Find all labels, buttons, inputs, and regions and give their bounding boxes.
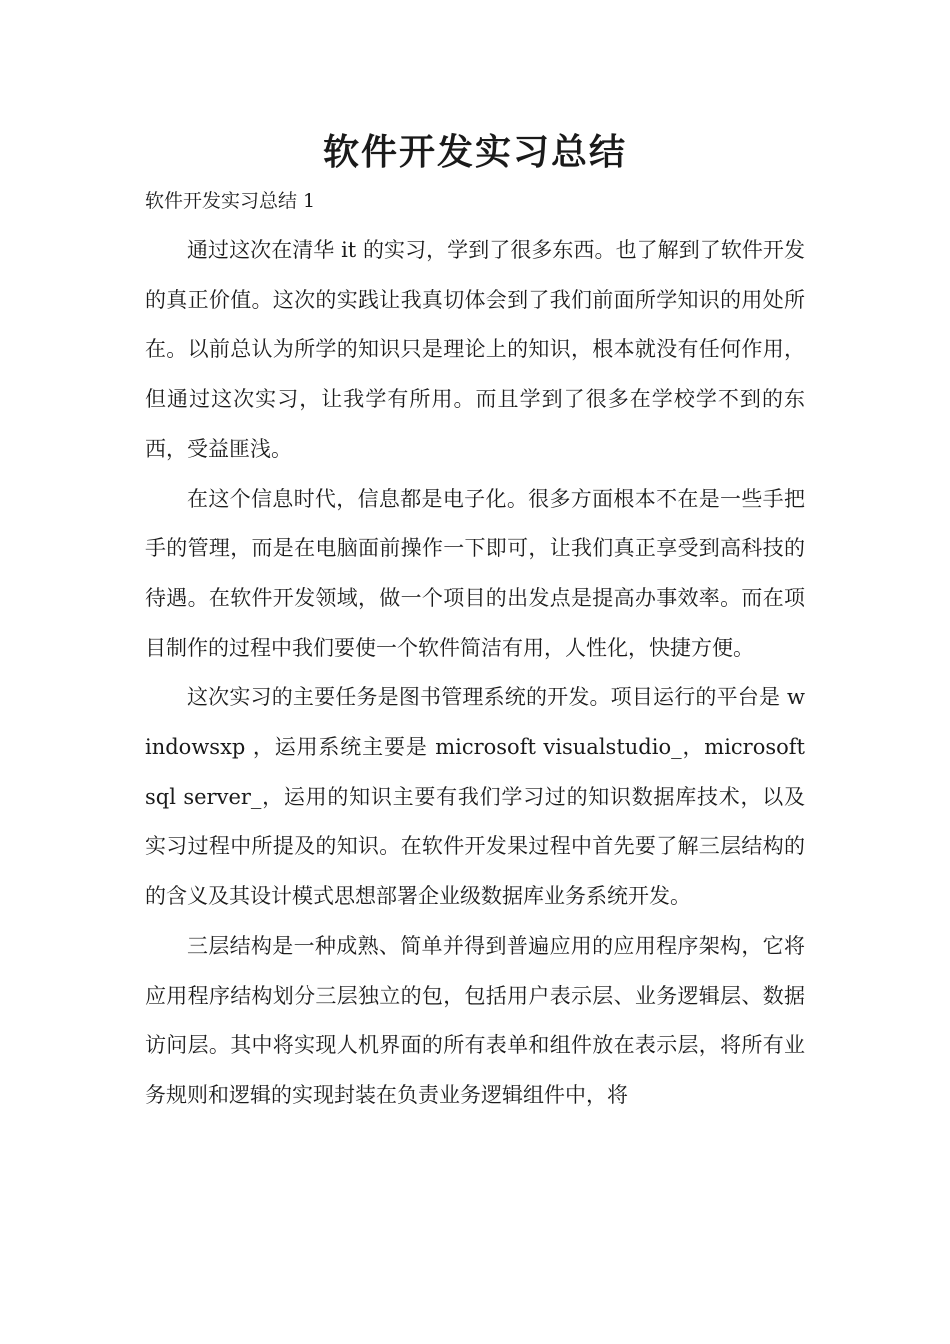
document-body (145, 226, 805, 1121)
document-subtitle: 软件开发实习总结 1 (145, 190, 316, 212)
paragraph: 这次实习的主要任务是图书管理系统的开发。项目运行的平台是 windowsxp ，运用系统主要是 microsoft visualstudio_，microsoft sql server_，运用的知识主要有我们学习过的知识数据库技术，以及实习过程中所提及的知识。在软件开发果过程中首先要了解三层结构的的含义及其设计模式思想部署企业级数据库业务系统开发。 (145, 685, 805, 909)
paragraph: 三层结构是一种成熟、简单并得到普遍应用的应用程序架构，它将应用程序结构划分三层独立的包，包括用户表示层、业务逻辑层、数据访问层。其中将实现人机界面的所有表单和组件放在表示层，将所有业务规则和逻辑的实现封装在负责业务逻辑组件中，将 (145, 933, 805, 1107)
paragraph: 在这个信息时代，信息都是电子化。很多方面根本不在是一些手把手的管理，而是在电脑面前操作一下即可，让我们真正享受到高科技的待遇。在软件开发领域，做一个项目的出发点是提高办事效率。而在项目制作的过程中我们要使一个软件简洁有用，人性化，快捷方便。 (145, 486, 805, 660)
paragraph: 通过这次在清华 it 的实习，学到了很多东西。也了解到了软件开发的真正价值。这次的实践让我真切体会到了我们前面所学知识的用处所在。以前总认为所学的知识只是理论上的知识，根本就没有任何作用，但通过这次实习，让我学有所用。而且学到了很多在学校学不到的东西，受益匪浅。 (145, 238, 805, 461)
document-title: 软件开发实习总结 (322, 132, 627, 173)
